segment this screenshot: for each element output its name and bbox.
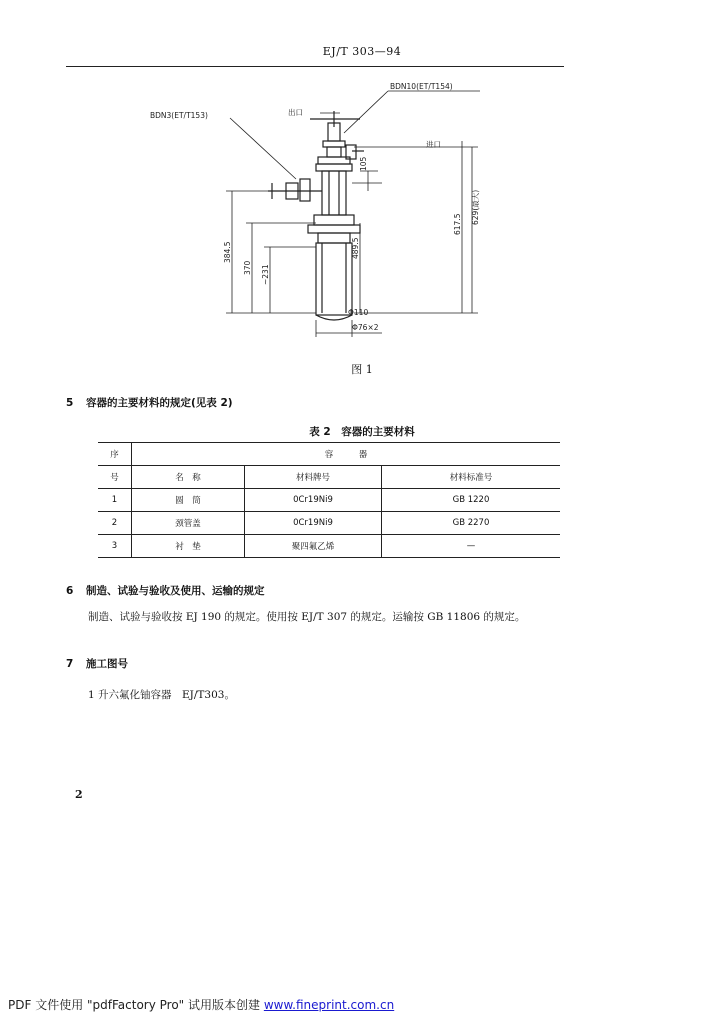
section-7-heading: [66, 656, 128, 671]
dim-105: 105: [359, 156, 368, 171]
column-header: 名 称: [132, 466, 245, 489]
section-7-body: 1 升六氟化铀容器 EJ/T303。: [88, 689, 235, 701]
dim-370: 370: [243, 260, 252, 275]
dim-231: ~231: [261, 264, 270, 285]
label-inlet: 进口: [426, 140, 441, 149]
cell-mark: 聚四氟乙烯: [245, 535, 382, 558]
figure-caption: 图 1: [351, 363, 373, 376]
cell-no: 2: [98, 512, 132, 535]
footer-link[interactable]: www.fineprint.com.cn: [263, 998, 395, 1012]
header-no: 序: [98, 443, 132, 466]
section-5-title: 容器的主要材料的规定(见表 2): [86, 397, 233, 409]
cell-mark: 0Cr19Ni9: [245, 489, 382, 512]
header-no-2: 号: [98, 466, 132, 489]
column-header: 材料牌号: [245, 466, 382, 489]
column-header: 材料标准号: [382, 466, 561, 489]
dim-384: 384.5: [223, 241, 232, 263]
figure-1: [120, 75, 540, 365]
table-row: [98, 489, 560, 512]
cell-mark: 0Cr19Ni9: [245, 512, 382, 535]
section-6-body: 制造、试验与验收按 EJ 190 的规定。使用按 EJ/T 307 的规定。运输按 GB 11806 的规定。: [88, 611, 526, 623]
table-row: [98, 512, 560, 535]
label-outlet: 出口: [288, 108, 303, 117]
cell-no: 1: [98, 489, 132, 512]
cell-std: GB 1220: [382, 489, 561, 512]
section-5-number: 5: [66, 397, 74, 409]
pdf-footer: [8, 996, 394, 1013]
page-header: EJ/T 303—94: [322, 45, 402, 58]
cell-no: 3: [98, 535, 132, 558]
dim-617: 617.5: [453, 213, 462, 235]
section-6-heading: [66, 583, 265, 598]
section-6-title: 制造、试验与验收及使用、运输的规定: [86, 585, 265, 597]
cell-std: —: [382, 535, 561, 558]
section-6-number: 6: [66, 585, 74, 597]
label-bd3: BDN3(ET/T153): [150, 111, 208, 120]
table-row: [98, 535, 560, 558]
table-header-row: [98, 443, 560, 466]
footer-text: PDF 文件使用 "pdfFactory Pro" 试用版本创建: [8, 998, 261, 1012]
section-7-title: 施工图号: [86, 658, 128, 670]
table-2-title: 表 2 容器的主要材料: [309, 426, 415, 438]
label-bd10: BDN10(ET/T154): [390, 82, 453, 91]
section-7-number: 7: [66, 658, 74, 670]
container-drawing: [120, 75, 540, 365]
cell-name: 圆 筒: [132, 489, 245, 512]
cell-name: 颈管盖: [132, 512, 245, 535]
dim-629: 629(最大): [471, 189, 480, 225]
header-group: 容 器: [132, 443, 561, 466]
dim-phi110: Φ110: [348, 308, 369, 317]
dim-489: 489.5: [351, 237, 360, 259]
neck-tube: [322, 171, 346, 215]
materials-table: [98, 442, 560, 558]
header-rule: [66, 66, 564, 67]
cell-name: 衬 垫: [132, 535, 245, 558]
page-number: 2: [75, 788, 83, 801]
cell-std: GB 2270: [382, 512, 561, 535]
table-header-row: [98, 466, 560, 489]
dim-phi76: Φ76×2: [352, 323, 379, 332]
section-5-heading: [66, 395, 233, 410]
